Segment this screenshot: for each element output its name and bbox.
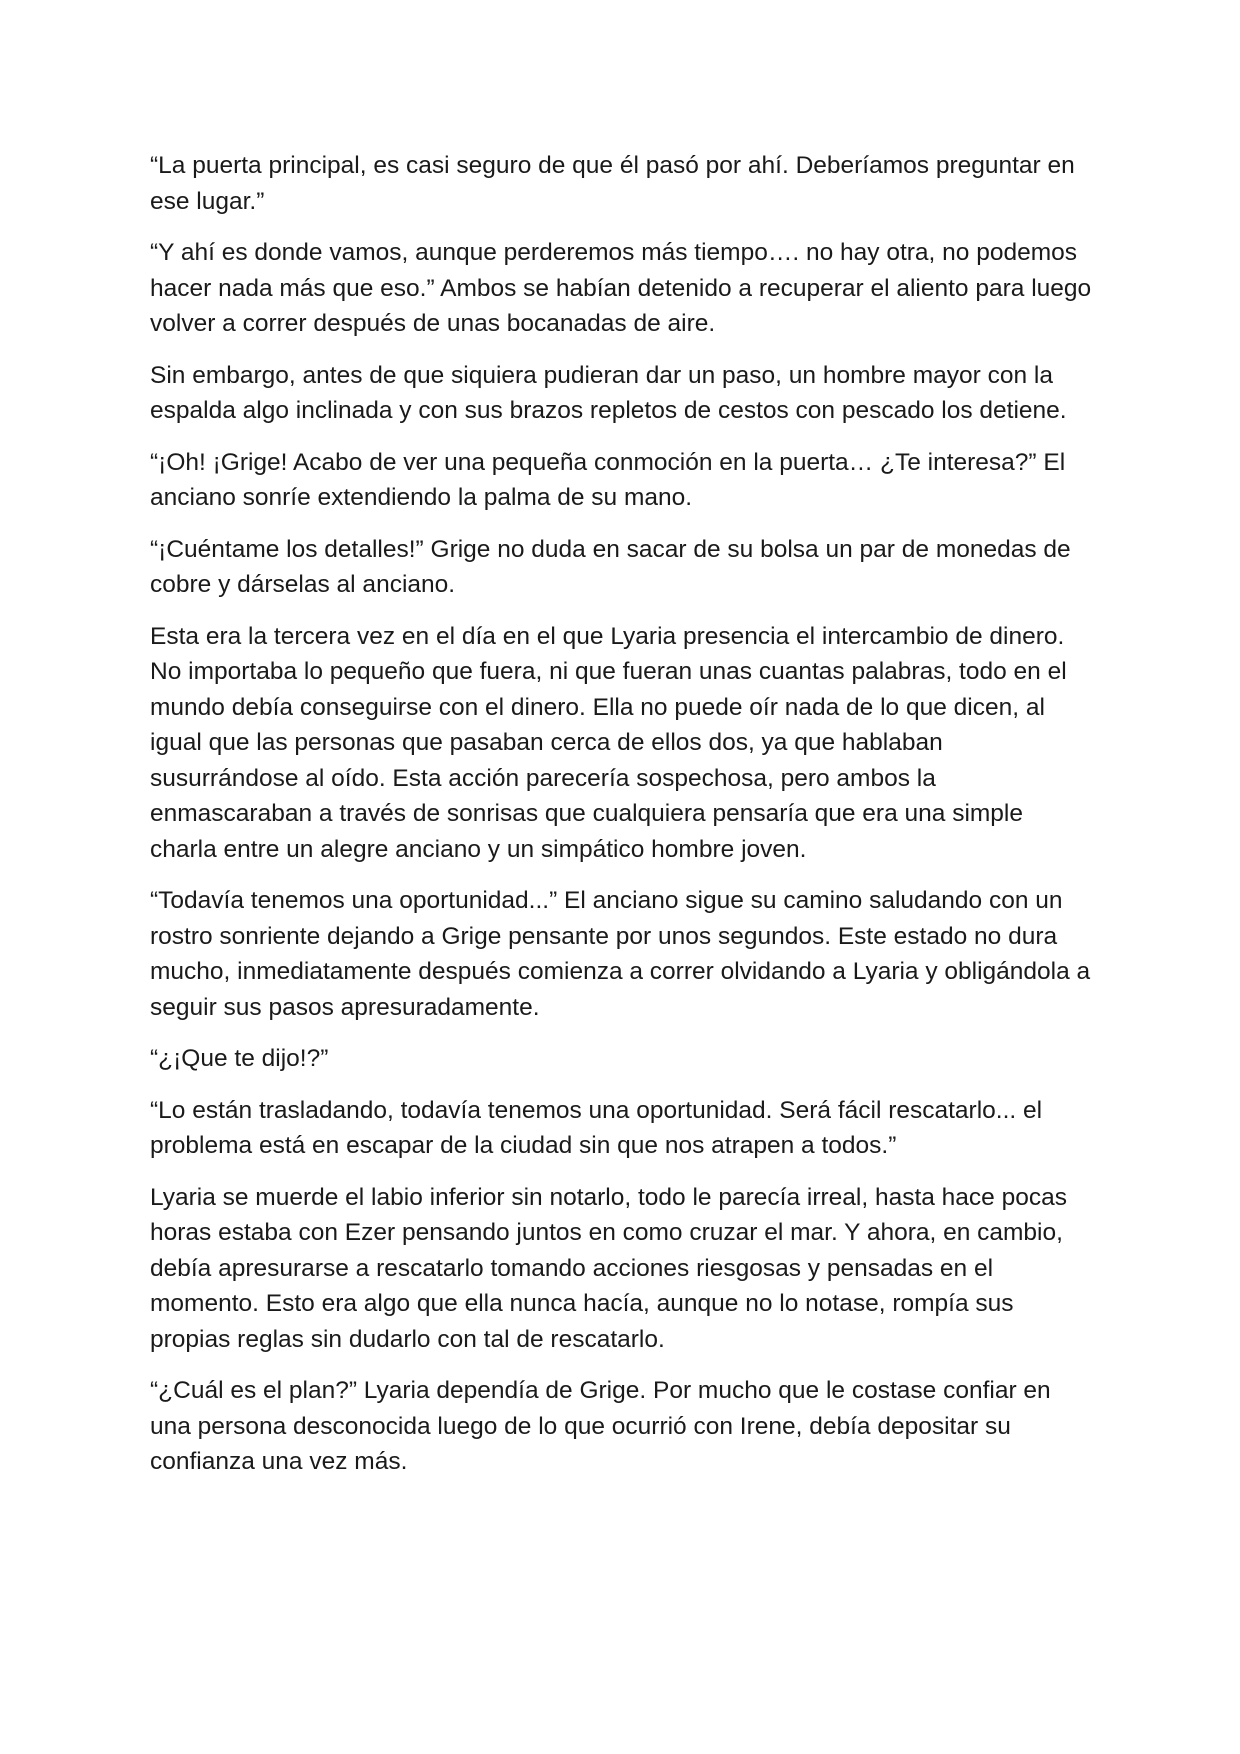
paragraph: “La puerta principal, es casi seguro de que él pasó por ahí. Deberíamos preguntar en ese lugar.” bbox=[150, 152, 1075, 215]
paragraph: “Y ahí es donde vamos, aunque perderemos más tiempo…. no hay otra, no podemos hacer nada más que eso.” Ambos se habían detenido a recuperar el aliento para luego volver a correr después de unas bocanadas de aire. bbox=[150, 239, 1092, 337]
paragraph: “¿Cuál es el plan?” Lyaria dependía de Grige. Por mucho que le costase confiar en una persona desconocida luego de lo que ocurrió con Irene, debía depositar su confianza una vez más. bbox=[150, 1377, 1051, 1475]
paragraph: “Lo están trasladando, todavía tenemos una oportunidad. Será fácil rescatarlo... el problema está en escapar de la ciudad sin que nos atrapen a todos.” bbox=[150, 1096, 1043, 1159]
paragraph: “¿¡Que te dijo!?” bbox=[150, 1045, 329, 1072]
paragraph: “¡Oh! ¡Grige! Acabo de ver una pequeña conmoción en la puerta… ¿Te interesa?” El anciano sonríe extendiendo la palma de su mano. bbox=[150, 448, 1066, 511]
paragraph: Lyaria se muerde el labio inferior sin notarlo, todo le parecía irreal, hasta hace pocas horas estaba con Ezer pensando juntos en como cruzar el mar. Y ahora, en cambio, debía apresurarse a rescatarlo tomando acciones riesgosas y pensadas en el momento. Esto era algo que ella nunca hacía, aunque no lo notase, rompía sus propias reglas sin dudarlo con tal de rescatarlo. bbox=[150, 1183, 1067, 1353]
paragraph: Sin embargo, antes de que siquiera pudieran dar un paso, un hombre mayor con la espalda algo inclinada y con sus brazos repletos de cestos con pescado los detiene. bbox=[150, 361, 1067, 424]
document-page bbox=[150, 148, 1092, 1496]
paragraph: “¡Cuéntame los detalles!” Grige no duda en sacar de su bolsa un par de monedas de cobre y dárselas al anciano. bbox=[150, 535, 1071, 598]
paragraph: Esta era la tercera vez en el día en el que Lyaria presencia el intercambio de dinero. No importaba lo pequeño que fuera, ni que fueran unas cuantas palabras, todo en el mundo debía conseguirse con el dinero. Ella no puede oír nada de lo que dicen, al igual que las personas que pasaban cerca de ellos dos, ya que hablaban susurrándose al oído. Esta acción parecería sospechosa, pero ambos la enmascaraban a través de sonrisas que cualquiera pensaría que era una simple charla entre un alegre anciano y un simpático hombre joven. bbox=[150, 622, 1067, 863]
paragraph: “Todavía tenemos una oportunidad...” El anciano sigue su camino saludando con un rostro sonriente dejando a Grige pensante por unos segundos. Este estado no dura mucho, inmediatamente después comienza a correr olvidando a Lyaria y obligándola a seguir sus pasos apresuradamente. bbox=[150, 887, 1091, 1021]
